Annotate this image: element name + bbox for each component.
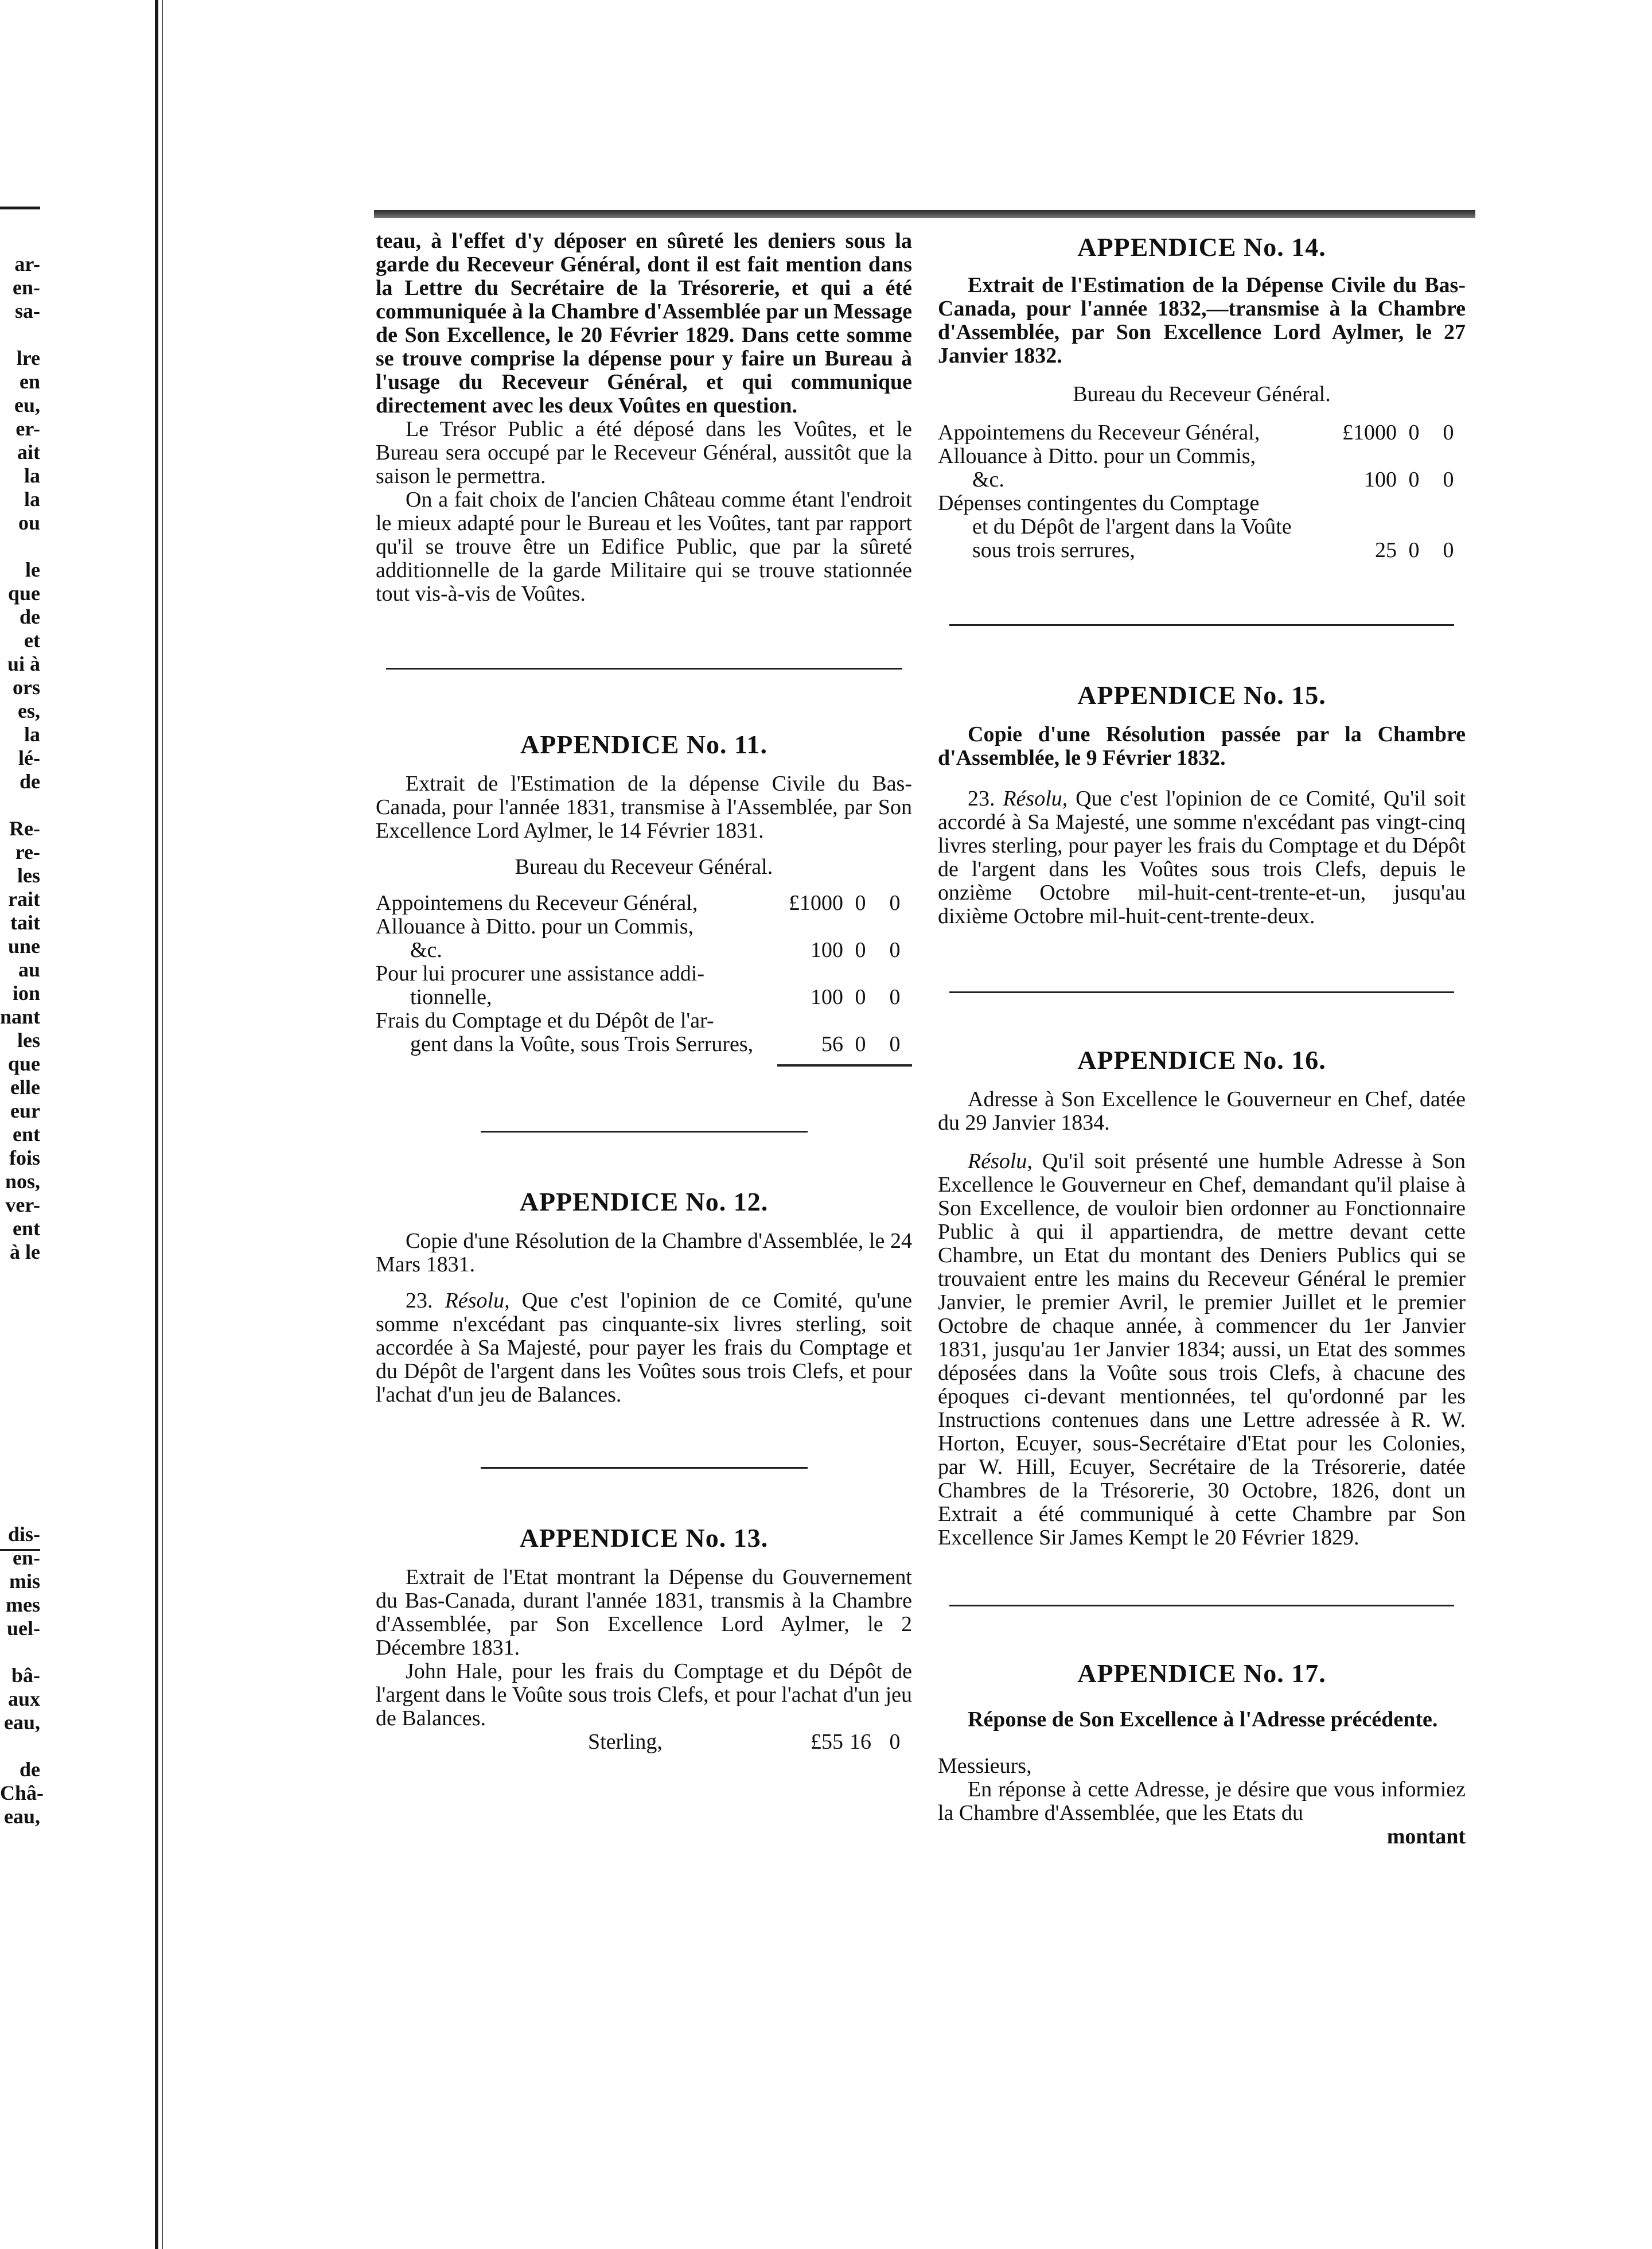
section-divider [949, 1605, 1454, 1606]
facing-page-fragment [0, 1358, 40, 1382]
amount-pounds: 56 [821, 1032, 843, 1056]
facing-page-fragment: les [17, 864, 40, 887]
appendix-16-title: APPENDICE No. 16. [1077, 1045, 1326, 1075]
facing-page-fragment: eau, [4, 1805, 40, 1828]
page-binding-rule [155, 0, 158, 2249]
facing-page-fragment [0, 793, 40, 817]
catchword: montant [1386, 1824, 1466, 1849]
facing-page-fragment: aux [7, 1687, 40, 1710]
ledger-row [376, 962, 912, 1009]
facing-page-fragment: tait [10, 911, 40, 934]
appendix-17-body: En réponse à cette Adresse, je désire que vous informiez la Chambre d'Assemblée, que les Etats du [938, 1777, 1466, 1825]
facing-page-fragment: ou [18, 511, 40, 534]
facing-page-fragment [0, 535, 40, 558]
amount-shillings: 0 [855, 891, 866, 915]
section-divider [481, 1467, 808, 1469]
facing-page-fragment: ait [17, 441, 40, 464]
facing-page-fragment: que [7, 582, 40, 605]
amount-pence: 0 [1443, 421, 1454, 445]
facing-page-fragment: bâ- [11, 1664, 40, 1687]
amount-shillings: 0 [1408, 538, 1420, 562]
facing-page-fragment: eu, [14, 394, 40, 417]
ledger-item-label: Dépenses contingentes du Comptage et du Dépôt de l'argent dans la Voûte sous trois serrures, [938, 491, 1292, 562]
amount-pence: 0 [889, 891, 901, 915]
facing-page-fragment [0, 1311, 40, 1334]
facing-page-fragment: de [20, 1758, 40, 1781]
sterling-label: Sterling, [588, 1730, 663, 1754]
facing-page-fragment: la [24, 723, 40, 746]
appendix-14-intro: Extrait de l'Estimation de la Dépense Civile du Bas-Canada, pour l'année 1832,—transmise à la Chambre d'Assemblée, par Son Excellence Lord Aylmer, le 27 Janvier 1832. [938, 273, 1466, 368]
paragraph: On a fait choix de l'ancien Château comme étant l'endroit le mieux adapté pour le Bureau et les Voûtes, tant par rapport qu'il se trouve être un Edifice Public, que par la sûreté additionnelle de la garde Militaire qui se trouve stationnée tout vis-à-vis de Voûtes. [376, 488, 912, 606]
right-column [938, 232, 1466, 1849]
appendix-15-title: APPENDICE No. 15. [1077, 680, 1326, 710]
facing-page-fragment: ar- [14, 252, 40, 275]
facing-page-fragment [0, 1640, 40, 1664]
facing-page-fragment [0, 323, 40, 347]
facing-page-fragment: une [7, 935, 40, 958]
facing-page-fragment [0, 1452, 40, 1476]
amount-pounds: £1000 [1342, 421, 1397, 445]
amount-pounds: 25 [1375, 538, 1397, 562]
appendix-12-title: APPENDICE No. 12. [519, 1187, 769, 1216]
amount-pence: 0 [889, 985, 901, 1009]
amount-pounds: 100 [811, 985, 843, 1009]
ledger-total-rule [777, 1064, 912, 1067]
section-divider [481, 1131, 808, 1133]
appendix-17-intro: Réponse de Son Excellence à l'Adresse précédente. [968, 1707, 1438, 1732]
amount-pence: 0 [1443, 538, 1454, 562]
appendix-17-salutation: Messieurs, [938, 1754, 1032, 1778]
facing-page-fragment: à le [10, 1240, 40, 1263]
section-divider [949, 991, 1454, 993]
appendix-14-bureau: Bureau du Receveur Général. [1073, 382, 1331, 406]
facing-page-fragment: rait [8, 888, 40, 911]
facing-page-fragment [0, 1264, 40, 1287]
paragraph: Le Trésor Public a été déposé dans les Voûtes, et le Bureau sera occupé par le Receveur Général, aussitôt que la saison le permettra. [376, 417, 912, 488]
ledger-row [938, 492, 1466, 562]
facing-page-fragment: les [17, 1029, 40, 1052]
section-divider [386, 668, 902, 670]
appendix-15-intro: Copie d'une Résolution passée par la Chambre d'Assemblée, le 9 Février 1832. [938, 722, 1466, 770]
facing-page-fragment: la [24, 464, 40, 487]
ledger-row [938, 445, 1466, 492]
amount-pence: 0 [1443, 468, 1454, 492]
facing-page-fragment: re- [15, 841, 40, 863]
ledger-row [376, 1009, 912, 1056]
facing-page-fragment: mes [6, 1593, 40, 1616]
facing-page-fragment [0, 1382, 40, 1405]
appendix-14-ledger [938, 421, 1466, 562]
ledger-row [376, 892, 912, 915]
facing-page-fragment: ion [12, 982, 40, 1005]
appendix-16-resolution: Résolu, Qu'il soit présenté une humble Adresse à Son Excellence le Gouverneur en Chef, demandant qu'il plaise à Son Excellence, de vouloir bien ordonner au Fonctionnaire Public à qui il appartiendra, de mettre devant cette Chambre, un Etat du montant des Deniers Publics qui se trouvaient entre les mains du Receveur Général le premier Janvier, le premier Avril, le premier Juillet et le premier Octobre de chaque année, à commencer du 1er Janvier 1831, jusqu'au 1er Janvier 1834; aussi, un Etat des sommes déposées dans la Voûte sous trois Clefs, à chacune des époques ci-devant mentionnées, tel qu'ordonné par les Instructions contenues dans une Lettre adressée à R. W. Horton, Ecuyer, sous-Secrétaire d'Etat pour les Colonies, par W. Hill, Ecuyer, Secrétaire de la Trésorerie, datée Chambres de la Trésorerie, 30 Octobre, 1826, dont un Extrait a été communiqué à cette Chambre par Son Excellence Sir James Kempt le 20 Février 1829. [938, 1149, 1466, 1550]
amount-shillings: 16 [850, 1730, 871, 1754]
amount-shillings: 0 [855, 1032, 866, 1056]
ledger-row [938, 421, 1466, 445]
facing-page-fragment [0, 1334, 40, 1358]
facing-page-fragment [0, 1405, 40, 1429]
facing-page-fragment [0, 1499, 40, 1523]
amount-shillings: 0 [855, 938, 866, 962]
facing-page-fragment: que [7, 1052, 40, 1075]
facing-page-fragment: en [20, 370, 40, 393]
appendix-13-item: John Hale, pour les frais du Comptage et du Dépôt de l'argent dans le Voûte sous trois Clefs, et pour l'achat d'un jeu de Balances. [376, 1659, 912, 1730]
header-band-rule [374, 210, 1475, 218]
amount-pounds: £55 [811, 1730, 843, 1754]
facing-page-fragment: et [24, 629, 40, 652]
ledger-item-label: Appointemens du Receveur Général, [376, 891, 698, 915]
page-binding-rule-thin [162, 0, 163, 2249]
facing-page-fragment: sa- [15, 299, 40, 322]
facing-page-fragment [0, 1476, 40, 1499]
amount-shillings: 0 [855, 985, 866, 1009]
facing-page-fragment: lre [16, 347, 40, 369]
appendix-16-intro: Adresse à Son Excellence le Gouverneur en Chef, datée du 29 Janvier 1834. [938, 1087, 1466, 1135]
facing-page-fragment: es, [18, 699, 40, 722]
facing-page-fragment: la [24, 488, 40, 511]
appendix-12-resolution: 23. Résolu, Que c'est l'opinion de ce Comité, qu'une somme n'excédant pas cinquante-six livres sterling, soit accordée à Sa Majesté, pour payer les frais du Comptage et du Dépôt de l'argent dans les Voûtes sous trois Clefs, et pour l'achat d'un jeu de Balances. [376, 1289, 912, 1407]
facing-page-fragment: au [18, 958, 40, 981]
facing-page-fragment [0, 1287, 40, 1311]
facing-page-fragment: er- [15, 417, 40, 440]
facing-page-fragment: le [25, 558, 40, 581]
facing-page-fragment [0, 1734, 40, 1758]
facing-page-fragment [0, 1429, 40, 1452]
appendix-13-intro: Extrait de l'Etat montrant la Dépense du Gouvernement du Bas-Canada, durant l'année 1831, transmis à la Chambre d'Assemblée, par Son Excellence Lord Aylmer, le 2 Décembre 1831. [376, 1565, 912, 1660]
ledger-item-label: Pour lui procurer une assistance addi- tionnelle, [376, 962, 704, 1009]
appendix-11-intro: Extrait de l'Estimation de la dépense Civile du Bas-Canada, pour l'année 1831, transmise à l'Assemblée, par Son Excellence Lord Aylmer, le 14 Février 1831. [376, 772, 912, 843]
ledger-item-label: Allouance à Ditto. pour un Commis, &c. [938, 444, 1256, 492]
section-divider [949, 624, 1454, 626]
amount-pence: 0 [889, 1032, 901, 1056]
facing-page-fragments [0, 252, 44, 1828]
facing-page-fragment: mis [9, 1570, 40, 1593]
facing-page-fragment: uel- [7, 1617, 40, 1640]
amount-pounds: £1000 [789, 891, 843, 915]
facing-page-fragment: nos, [5, 1170, 40, 1193]
amount-pence: 0 [889, 1730, 901, 1754]
appendix-11-bureau: Bureau du Receveur Général. [515, 855, 773, 879]
appendix-11-ledger [376, 892, 912, 1056]
continued-paragraph: teau, à l'effet d'y déposer en sûreté les deniers sous la garde du Receveur Général, dont il est fait mention dans la Lettre du Secrétaire de la Trésorerie, et qui a été communiquée à la Chambre d'Assemblée par un Message de Son Excellence, le 20 Février 1829. Dans cette somme se trouve comprise la dépense pour y faire un Bureau à l'usage du Receveur Général, et qui communique directement avec les deux Voûtes en question. [376, 229, 912, 418]
facing-page-fragment: dis- [7, 1523, 40, 1546]
appendix-14-title: APPENDICE No. 14. [1077, 232, 1326, 262]
facing-page-fragment: fois [9, 1146, 40, 1169]
facing-page-fragment: Châ- [0, 1781, 44, 1804]
facing-page-fragment: eau, [4, 1711, 40, 1734]
facing-page-fragment: ent [13, 1217, 40, 1240]
facing-page-fragment: ui à [7, 652, 40, 675]
ledger-item-label: Frais du Comptage et du Dépôt de l'ar- gent dans la Voûte, sous Trois Serrures, [376, 1009, 754, 1056]
facing-page-fragment: en- [13, 276, 40, 299]
facing-page-fragment: lé- [18, 746, 40, 769]
appendix-15-resolution: 23. Résolu, Que c'est l'opinion de ce Comité, Qu'il soit accordé à Sa Majesté, une somme n'excédant pas vingt-cinq livres sterling, pour payer les frais du Comptage et du Dépôt de l'argent dans les Voûtes sous trois Clefs, depuis le onzième Octobre mil-huit-cent-trente-et-un, jusqu'au dixième Octobre mil-huit-cent-trente-deux. [938, 787, 1466, 928]
facing-page-fragment: en- [13, 1546, 40, 1569]
facing-page-fragment: de [20, 770, 40, 793]
amount-shillings: 0 [1408, 421, 1420, 445]
facing-page-fragment: Re- [9, 817, 40, 840]
facing-page-fragment: eur [10, 1099, 40, 1122]
facing-page-fragment: nant [0, 1005, 41, 1028]
facing-page-fragment: ver- [5, 1193, 40, 1216]
left-column [376, 229, 912, 1754]
appendix-17-title: APPENDICE No. 17. [1077, 1659, 1326, 1688]
appendix-13-ledger [376, 1730, 912, 1754]
ledger-item-label: Appointemens du Receveur Général, [938, 421, 1260, 445]
appendix-11-title: APPENDICE No. 11. [520, 730, 768, 759]
facing-page-fragment: ent [13, 1123, 40, 1146]
ledger-row [376, 915, 912, 962]
ledger-item-label: Allouance à Ditto. pour un Commis, &c. [376, 915, 694, 962]
amount-pounds: 100 [811, 938, 843, 962]
amount-pence: 0 [889, 938, 901, 962]
top-left-edge-mark [0, 207, 40, 209]
amount-pounds: 100 [1364, 468, 1397, 492]
appendix-13-title: APPENDICE No. 13. [519, 1523, 769, 1552]
facing-page-fragment: elle [10, 1076, 40, 1099]
facing-page-fragment: ors [13, 676, 40, 699]
amount-shillings: 0 [1408, 468, 1420, 492]
appendix-12-intro: Copie d'une Résolution de la Chambre d'Assemblée, le 24 Mars 1831. [376, 1229, 912, 1277]
facing-page-fragment: de [20, 605, 40, 628]
